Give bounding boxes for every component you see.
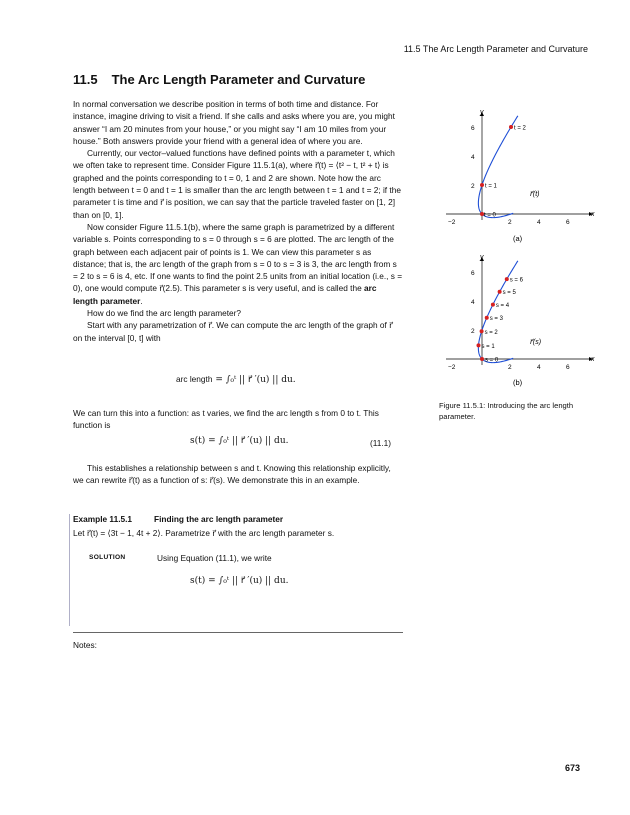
paragraph-2: Currently, our vector–valued functions have defined points with a parameter t, which we often take to represent time. Consider Figure 11.5.1(a), where r⃗(t) = ⟨t² − t, t² + t⟩ is graphed and the points corresponding to t = 0, 1 and 2 are shown. Note how the arc length between t = 0 and t = 1 is smaller than the arc length between t = 1 and t = 2; if the parameter t is time and r⃗ is position, we can say that the particle traveled faster on [1, 2] than on [0, 1]. [73,148,401,220]
section-title [73,72,365,87]
figure-a-xtick-neg2: −2 [448,219,456,226]
example-heading [73,514,283,524]
figure-a-ytick-2: 2 [471,183,475,190]
paragraph-3: Now consider Figure 11.5.1(b), where the same graph is parametrized by a different variable s. Points corresponding to s = 0 through s = 6 are plotted. The arc length of the graph between each adjacent pair of points is 1. We can view this parameter s as distance; that is, the arc length of the graph from s = 0 to s = 3 is 3, the arc length from s = 2 to s = 6 is 4, etc. If one wants to find the point 2.5 units from an initial location (i.e., s = 0), one would compute r⃗(2.5). This parameter s is very useful, and is called the arc length parameter. [73,221,403,306]
paragraph-3-text: Now consider Figure 11.5.1(b), where the same graph is parametrized by a different variable s. Points corresponding to s = 0 through s = 6 are plotted. The arc length of the graph between each adjacent pair of points is 1. We can view this parameter s as distance; that is, the arc length of the graph from s = 0 to s = 3 is 3, the arc length from s = 2 to s = 6 is 4, etc. If one wants to find the point 2.5 units from an initial location (i.e., s = 0), one would compute r⃗(2.5). This parameter s is very useful, and is called the [73,221,403,294]
figure-a-xtick-4: 4 [537,219,541,226]
figure-b-point-1-marker [476,343,480,347]
section-title-text: The Arc Length Parameter and Curvature [111,72,366,87]
figure-b-point-5-label: s = 5 [502,290,516,297]
figure-a-x-label: x [591,211,595,218]
notes-rule [73,632,403,633]
figure-b-points [476,277,523,363]
figure-b-curve-label: r⃗(s) [530,339,542,346]
equation-number: (11.1) [370,438,392,448]
example-margin-rule [69,514,70,626]
page-number: 673 [565,763,581,773]
notes-label: Notes: [73,640,97,650]
arc-length-rhs: = ∫₀ᵗ || r⃗ ′(u) || du. [215,375,296,385]
figure-b-point-0-label: s = 0 [485,357,499,364]
figure-a-point-1-label: t = 1 [485,183,497,190]
figure-caption: Figure 11.5.1: Introducing the arc length parameter. [439,401,574,421]
figure-b-caption-label: (b) [513,378,523,387]
figure-b-xtick-2: 2 [508,364,512,371]
equation-11-1 [190,436,288,446]
running-head: 11.5 The Arc Length Parameter and Curvature [403,44,588,54]
figure-b-point-0-marker [480,357,484,361]
paragraph-6-block [73,407,403,432]
figure-b [440,253,600,393]
figure-a-caption-label: (a) [513,234,523,243]
equation-11-1-lhs: s(t) = [190,436,216,446]
figure-a-ytick-6: 6 [471,125,475,132]
figure-b-point-2-marker [480,329,484,333]
figure-b-ytick-6: 6 [471,270,475,277]
paragraph-7: This establishes a relationship between s and t. Knowing this relationship explicitly, we can rewrite r⃗(t) as a function of s: r⃗(s). We demonstrate this in an example. [73,463,391,486]
solution-equation [190,576,288,586]
figure-b-axes [446,257,593,365]
section-number: 11.5 [73,72,98,87]
paragraph-5: Start with any parametrization of r⃗. We can compute the arc length of the graph of r⃗ on the interval [0, t] with [73,320,393,343]
arc-length-lhs: arc length [176,374,213,384]
figure-a-point-2-label: t = 2 [514,125,526,132]
figure-b-xtick-neg2: −2 [448,364,456,371]
figure-a-point-0-label: t = 0 [484,212,496,219]
paragraph-1: In normal conversation we describe position in terms of both time and distance. For instance, imagine driving to visit a friend. If she calls and asks where you are, you might answer “I am 20 minutes from your house,” or you might say “I am 10 miles from your house.” Both answers provide your friend with a general idea of where you are. [73,99,395,146]
figure-b-y-label: y [480,254,484,261]
figure-a-point-2-marker [509,125,513,129]
example-label: Example 11.5.1 [73,514,133,524]
arc-length-equation [176,374,296,385]
figure-b-point-2-label: s = 2 [484,329,498,336]
example-statement: Let r⃗(t) = ⟨3t − 1, 4t + 2⟩. Parametrize r⃗ with the arc length parameter s. [73,528,335,538]
figure-a-ytick-4: 4 [471,154,475,161]
figure-b-ytick-4: 4 [471,299,475,306]
figure-a-xtick-6: 6 [566,219,570,226]
figure-b-point-4-marker [491,303,495,307]
figure-b-xtick-4: 4 [537,364,541,371]
solution-label: SOLUTION [89,554,126,561]
figure-a-y-label: y [480,109,484,116]
figure-a-curve-label: r⃗(t) [530,191,540,198]
figure-a-point-1-marker [480,183,484,187]
solution-equation-lhs: s(t) = [190,576,216,586]
figure-b-point-6-label: s = 6 [509,277,523,284]
arc-length-parameter-term: arc length parameter [73,283,377,306]
figure-b-point-6-marker [505,277,509,281]
figure-a-xtick-2: 2 [508,219,512,226]
figure-b-point-1-label: s = 1 [481,343,495,350]
figure-a [440,108,600,248]
figure-b-xtick-6: 6 [566,364,570,371]
body-text [73,98,403,344]
solution-text: Using Equation (11.1), we write [157,553,272,563]
figure-b-x-label: x [591,356,595,363]
example-title: Finding the arc length parameter [154,514,284,524]
figure-a-curve [478,116,517,218]
solution-equation-rhs: ∫₀ᵗ || r⃗ ′(u) || du. [218,576,289,586]
paragraph-6: We can turn this into a function: as t varies, we find the arc length s from 0 to t. This function is [73,408,379,431]
figure-b-point-4-label: s = 4 [495,303,510,310]
figure-b-point-3-label: s = 3 [489,316,503,323]
equation-11-1-rhs: ∫₀ᵗ || r⃗ ′(u) || du. [218,436,289,446]
figure-b-ytick-2: 2 [471,328,475,335]
figure-b-point-5-marker [498,290,502,294]
figure-b-point-3-marker [485,316,489,320]
paragraph-4: How do we find the arc length parameter? [87,308,242,319]
